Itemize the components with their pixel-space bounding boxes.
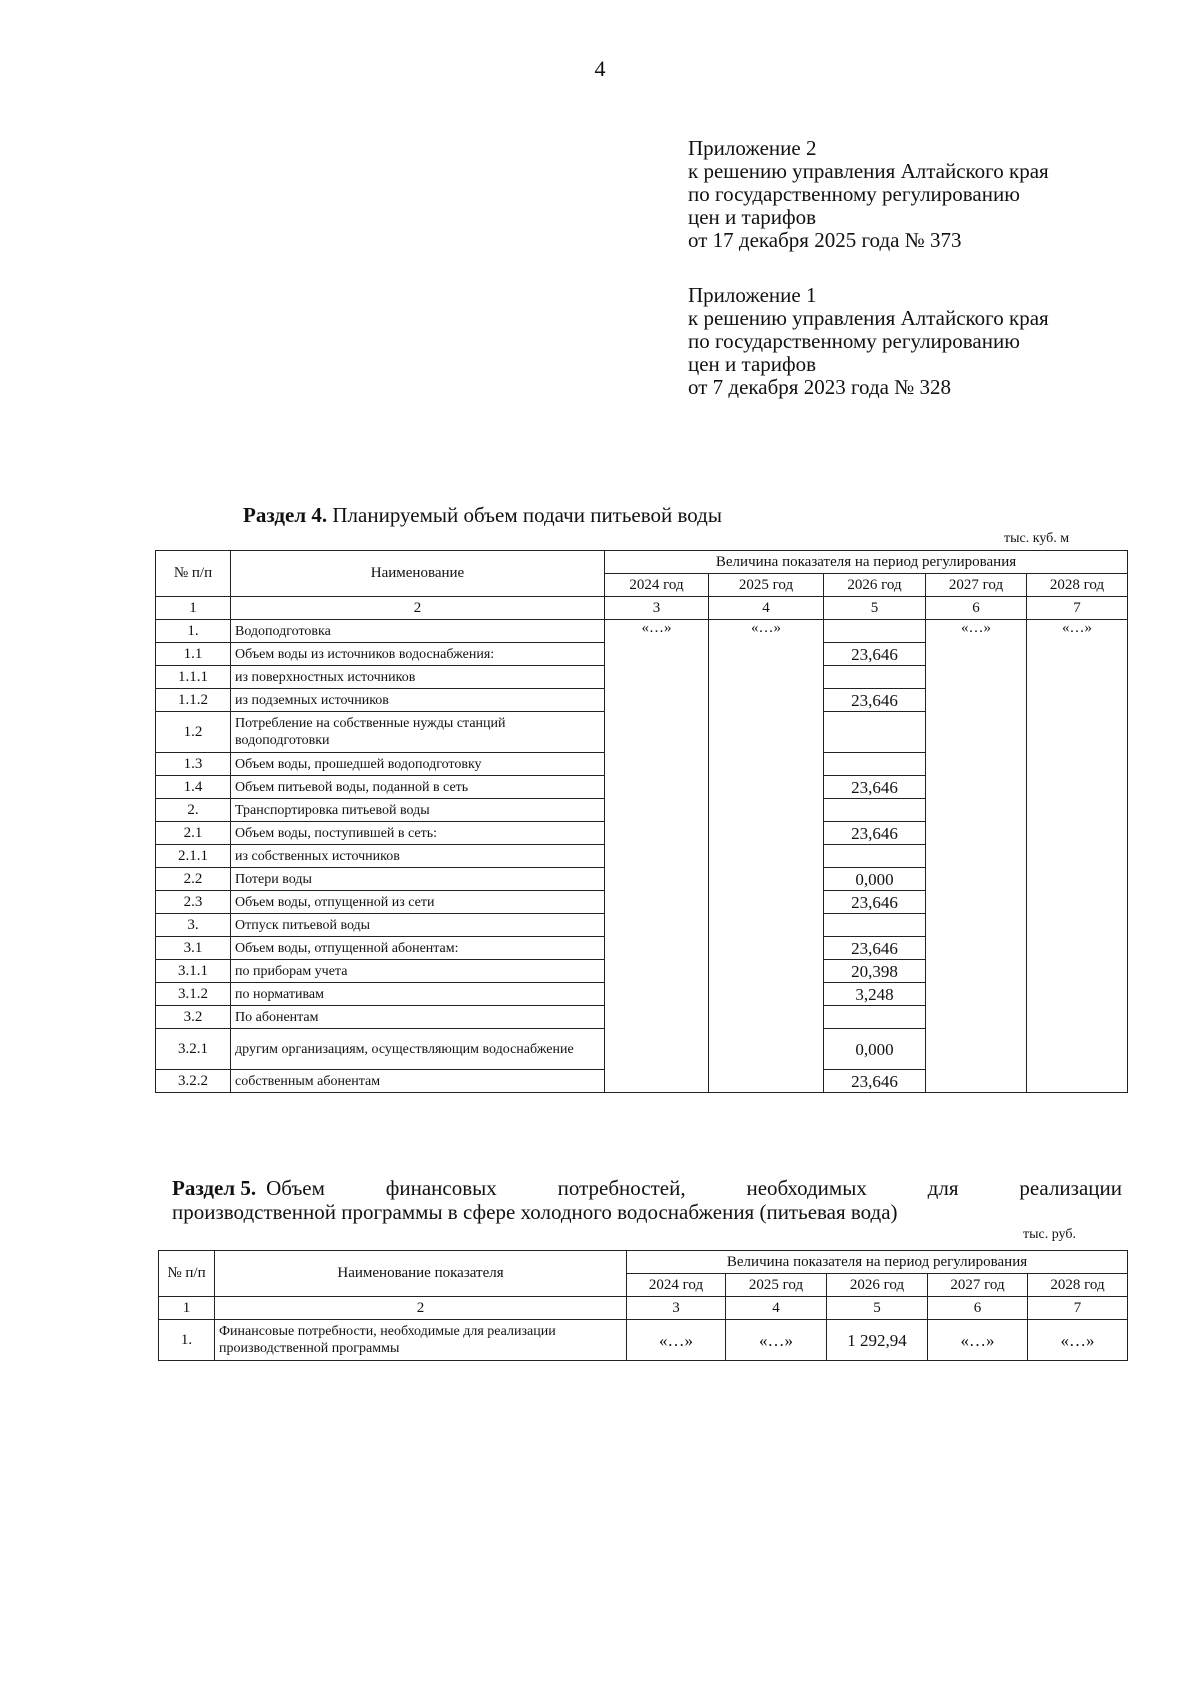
row-name: Отпуск питьевой воды [231, 914, 605, 937]
row-number: 2.1 [156, 822, 231, 845]
row-name: Потребление на собственные нужды станций водоподготовки [231, 712, 605, 753]
col-number: 3 [605, 597, 709, 620]
section-5-number: Раздел 5. [172, 1176, 257, 1200]
row-number: 1.2 [156, 712, 231, 753]
value-cell-y2024: «…» [627, 1320, 726, 1361]
appendix-line: цен и тарифов [688, 352, 817, 376]
row-number: 1. [156, 620, 231, 643]
col-number: 2 [231, 597, 605, 620]
col-header-number: № п/п [159, 1251, 215, 1297]
value-cell-y2024: «…» [605, 620, 709, 1093]
table-row [159, 1320, 1128, 1361]
col-header-year: 2025 год [709, 574, 824, 597]
row-number: 3.1 [156, 937, 231, 960]
row-number: 1.1 [156, 643, 231, 666]
col-number: 4 [726, 1297, 827, 1320]
section-4-units: тыс. куб. м [1004, 531, 1070, 546]
col-header-year: 2024 год [605, 574, 709, 597]
col-number: 3 [627, 1297, 726, 1320]
row-name: по приборам учета [231, 960, 605, 983]
col-number: 2 [215, 1297, 627, 1320]
section-4-heading: Планируемый объем подачи питьевой воды [327, 503, 722, 527]
row-name: Потери воды [231, 868, 605, 891]
row-name: Объем воды, прошедшей водоподготовку [231, 753, 605, 776]
col-number: 1 [156, 597, 231, 620]
row-name: Объем воды из источников водоснабжения: [231, 643, 605, 666]
row-name: собственным абонентам [231, 1070, 605, 1093]
appendix-1-header [688, 284, 1168, 399]
appendix-line: цен и тарифов [688, 205, 817, 229]
table-row [156, 620, 1128, 643]
row-number: 2.3 [156, 891, 231, 914]
row-number: 3.1.2 [156, 983, 231, 1006]
appendix-2-header [688, 137, 1168, 252]
value-cell-y2027: «…» [926, 620, 1027, 1093]
value-cell-y2026 [824, 799, 926, 822]
value-cell-y2026: 23,646 [824, 643, 926, 666]
col-header-year: 2027 год [928, 1274, 1028, 1297]
col-header-year: 2026 год [827, 1274, 928, 1297]
row-name: по нормативам [231, 983, 605, 1006]
col-number: 6 [928, 1297, 1028, 1320]
row-name: из подземных источников [231, 689, 605, 712]
row-name: Финансовые потребности, необходимые для реализации производственной программы [215, 1320, 627, 1361]
row-number: 1.1.1 [156, 666, 231, 689]
value-cell-y2026 [824, 712, 926, 753]
value-cell-y2028: «…» [1027, 620, 1128, 1093]
row-name: Водоподготовка [231, 620, 605, 643]
row-number: 2.2 [156, 868, 231, 891]
value-cell-y2026: 23,646 [824, 822, 926, 845]
value-cell-y2025: «…» [726, 1320, 827, 1361]
appendix-line: по государственному регулированию [688, 329, 1020, 353]
appendix-line: к решению управления Алтайского края [688, 159, 1049, 183]
appendix-line: от 7 декабря 2023 года № 328 [688, 375, 951, 399]
row-number: 3.2.2 [156, 1070, 231, 1093]
value-cell-y2026: 23,646 [824, 1070, 926, 1093]
appendix-line: по государственному регулированию [688, 182, 1020, 206]
row-number: 1.4 [156, 776, 231, 799]
section-4-title [243, 503, 722, 528]
value-cell-y2026 [824, 914, 926, 937]
col-number: 7 [1028, 1297, 1128, 1320]
row-name: Объем питьевой воды, поданной в сеть [231, 776, 605, 799]
row-number: 3. [156, 914, 231, 937]
appendix-line: от 17 декабря 2025 года № 373 [688, 228, 962, 252]
col-header-number: № п/п [156, 551, 231, 597]
col-header-year: 2027 год [926, 574, 1027, 597]
row-name: Объем воды, поступившей в сеть: [231, 822, 605, 845]
row-number: 1. [159, 1320, 215, 1361]
value-cell-y2026 [824, 666, 926, 689]
row-name: По абонентам [231, 1006, 605, 1029]
row-name: Транспортировка питьевой воды [231, 799, 605, 822]
water-volume-table [155, 550, 1128, 1093]
col-header-year: 2024 год [627, 1274, 726, 1297]
value-cell-y2026: 23,646 [824, 689, 926, 712]
section-4-number: Раздел 4. [243, 503, 328, 527]
row-number: 1.1.2 [156, 689, 231, 712]
col-number: 5 [824, 597, 926, 620]
col-header-name: Наименование показателя [215, 1251, 627, 1297]
value-cell-y2026 [824, 1006, 926, 1029]
col-header-year: 2028 год [1028, 1274, 1128, 1297]
section-5-title [172, 1176, 1122, 1224]
col-number: 1 [159, 1297, 215, 1320]
value-cell-y2026: 1 292,94 [827, 1320, 928, 1361]
col-header-name: Наименование [231, 551, 605, 597]
section-5-heading: Объем финансовых потребностей, необходимых для реализации [266, 1176, 1122, 1200]
row-number: 2. [156, 799, 231, 822]
col-number: 6 [926, 597, 1027, 620]
row-name: из собственных источников [231, 845, 605, 868]
page-number: 4 [594, 56, 606, 81]
appendix-title: Приложение 2 [688, 136, 817, 160]
col-header-period: Величина показателя на период регулирования [627, 1251, 1128, 1274]
col-header-year: 2025 год [726, 1274, 827, 1297]
col-number: 5 [827, 1297, 928, 1320]
row-number: 2.1.1 [156, 845, 231, 868]
appendix-line: к решению управления Алтайского края [688, 306, 1049, 330]
section-5-units: тыс. руб. [1023, 1227, 1076, 1242]
value-cell-y2025: «…» [709, 620, 824, 1093]
value-cell-y2026: 0,000 [824, 1029, 926, 1070]
row-number: 3.1.1 [156, 960, 231, 983]
row-number: 3.2 [156, 1006, 231, 1029]
section-5-heading-line2: производственной программы в сфере холодного водоснабжения (питьевая вода) [172, 1200, 898, 1224]
value-cell-y2026: 20,398 [824, 960, 926, 983]
value-cell-y2026: 23,646 [824, 937, 926, 960]
appendix-title: Приложение 1 [688, 283, 817, 307]
value-cell-y2026 [824, 620, 926, 643]
value-cell-y2027: «…» [928, 1320, 1028, 1361]
financial-needs-table [158, 1250, 1128, 1361]
col-number: 7 [1027, 597, 1128, 620]
value-cell-y2028: «…» [1028, 1320, 1128, 1361]
col-header-year: 2026 год [824, 574, 926, 597]
row-name: Объем воды, отпущенной из сети [231, 891, 605, 914]
value-cell-y2026 [824, 753, 926, 776]
row-number: 3.2.1 [156, 1029, 231, 1070]
row-name: другим организациям, осуществляющим водоснабжение [231, 1029, 605, 1070]
value-cell-y2026: 23,646 [824, 776, 926, 799]
row-name: Объем воды, отпущенной абонентам: [231, 937, 605, 960]
col-header-period: Величина показателя на период регулирования [605, 551, 1128, 574]
value-cell-y2026 [824, 845, 926, 868]
col-number: 4 [709, 597, 824, 620]
row-name: из поверхностных источников [231, 666, 605, 689]
value-cell-y2026: 3,248 [824, 983, 926, 1006]
value-cell-y2026: 23,646 [824, 891, 926, 914]
value-cell-y2026: 0,000 [824, 868, 926, 891]
col-header-year: 2028 год [1027, 574, 1128, 597]
row-number: 1.3 [156, 753, 231, 776]
